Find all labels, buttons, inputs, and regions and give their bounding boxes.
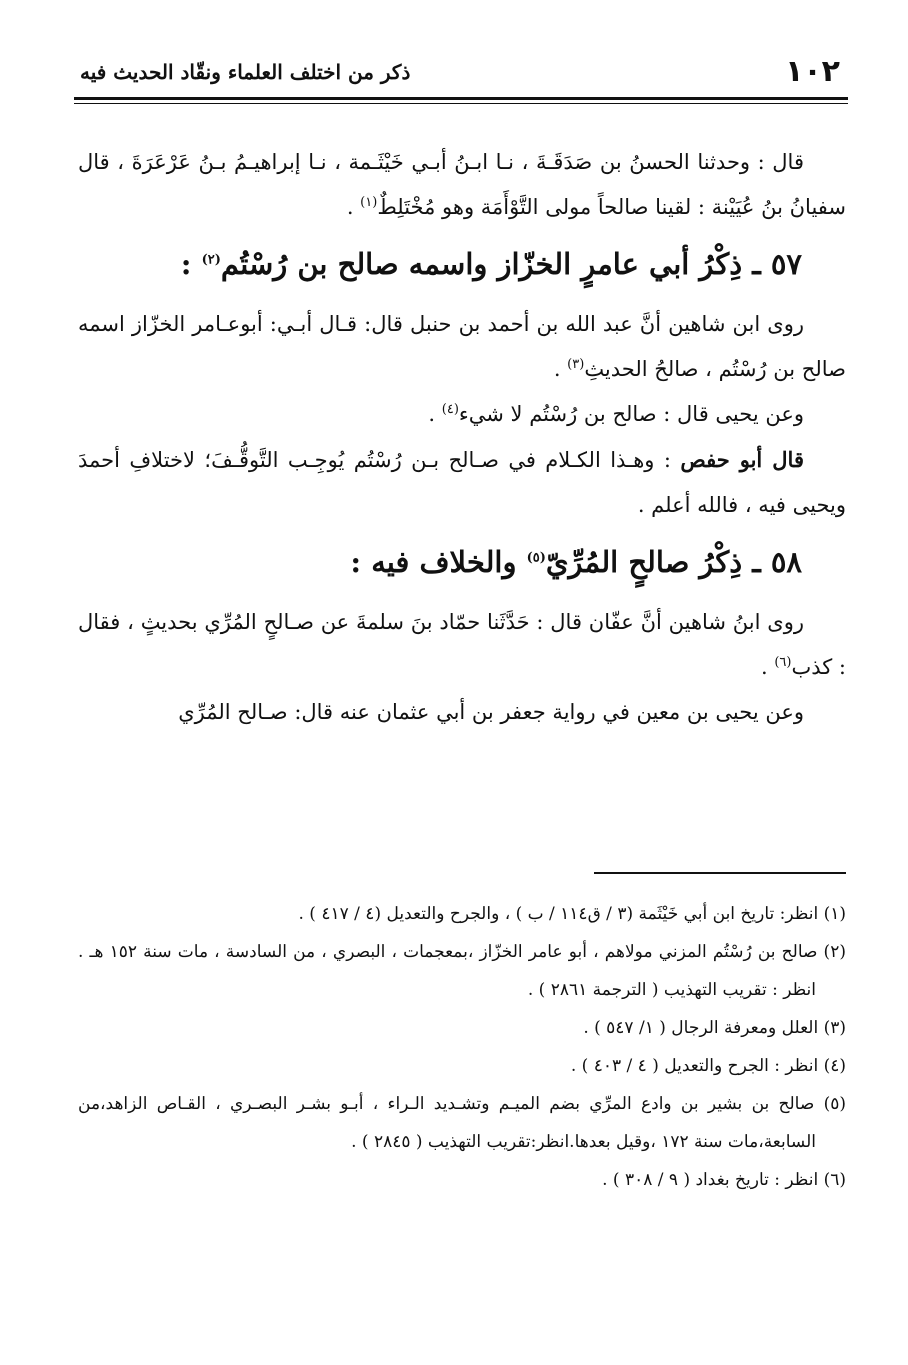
- main-text: [78, 140, 846, 735]
- footnote-6: (٦) انظر : تاريخ بغداد ( ٩ / ٣٠٨ ) .: [602, 1170, 846, 1190]
- footnote-ref-6: (٦): [774, 655, 792, 670]
- footnote-ref-2: (٢): [201, 252, 221, 268]
- paragraph-3: وعن يحيى قال : صالح بن رُسْتُم لا شيء$^{(٤)}$ .: [428, 402, 804, 426]
- section-heading-58: ٥٨ ـ ذِكْرُ صالحٍ المُرِّيّ$^{(٥)}$ والخلاف فيه :: [350, 545, 802, 579]
- section-heading-57: ٥٧ ـ ذِكْرُ أبي عامرٍ الخزّاز واسمه صالح بن رُسْتُم$^{(٢)}$ :: [180, 247, 802, 281]
- paragraph-1: قال : وحدثنا الحسنُ بن صَدَقَـةَ ، نـا ابـنُ أبـي خَيْثَـمة ، نـا إبراهيـمُ بـنُ عَرْعَرَةَ ، قال سفيانُ بنُ عُيَيْنة : لقينا صالحاً مولى التَّوْأَمَة وهو مُخْتَلِطٌ$^{(١)}$ .: [78, 150, 846, 219]
- footnotes: [78, 895, 846, 1199]
- paragraph-5: روى ابنُ شاهين أنَّ عفّان قال : حَدَّثَنا حمّاد بنَ سلمةَ عن صـالحٍ المُرِّي بحديثٍ ، فقال : كذب$^{(٦)}$ .: [78, 610, 846, 679]
- paragraph-4: قال أبو حفص : وهـذا الكـلام في صـالح بـن رُسْتُم يُوجِـب التَّوقُّـفَ؛ لاختلافِ أحمدَ ويحيى فيه ، فالله أعلم .: [78, 447, 846, 517]
- footnote-ref-3: (٣): [567, 357, 585, 372]
- header-rule-thick: [74, 97, 848, 100]
- paragraph-6: وعن يحيى بن معين في رواية جعفر بن أبي عثمان عنه قال: صـالح المُرِّي: [178, 700, 804, 724]
- footnote-ref-5: (٥): [526, 550, 546, 566]
- header-rule-thin: [74, 103, 848, 104]
- paragraph-2: روى ابن شاهين أنَّ عبد الله بن أحمد بن حنبل قال: قـال أبـي: أبوعـامر الخزّاز اسمه صالح بن رُسْتُم ، صالحُ الحديثِ$^{(٣)}$ .: [78, 312, 846, 381]
- footnote-2: (٢) صالح بن رُسْتُم المزني مولاهم ، أبو عامر الخزّاز ،بمعجمات ، البصري ، من السادسة ، مات سنة ١٥٢ هـ . انظر : تقريب التهذيب ( الترجمة ٢٨٦١ ) .: [78, 942, 846, 1000]
- footnote-5: (٥) صالح بن بشير بن وادع المرِّي بضم الميـم وتشـديد الـراء ، أبـو بشـر البصـري ، القـاص الزاهد،من السابعة،مات سنة ١٧٢ ،وقيل بعدها.انظر:تقريب التهذيب ( ٢٨٤٥ ) .: [78, 1094, 846, 1152]
- footnote-ref-4: (٤): [441, 402, 459, 417]
- footnote-3: (٣) العلل ومعرفة الرجال ( ١/ ٥٤٧ ) .: [583, 1018, 846, 1038]
- footnote-1: (١) انظر: تاريخ ابن أبي خَيْثَمة (٣ / ق١١٤ / ب ) ، والجرح والتعديل (٤ / ٤١٧ ) .: [298, 904, 846, 924]
- footnote-separator: [594, 872, 846, 874]
- running-title: ذكر من اختلف العلماء ونقّاد الحديث فيه: [80, 60, 411, 84]
- speaker-label: قال أبو حفص: [680, 447, 804, 472]
- page-header: [74, 52, 848, 96]
- footnote-4: (٤) انظر : الجرح والتعديل ( ٤ / ٤٠٣ ) .: [570, 1056, 846, 1076]
- page-number: ١٠٢: [785, 54, 840, 89]
- footnote-ref-1: (١): [360, 195, 378, 210]
